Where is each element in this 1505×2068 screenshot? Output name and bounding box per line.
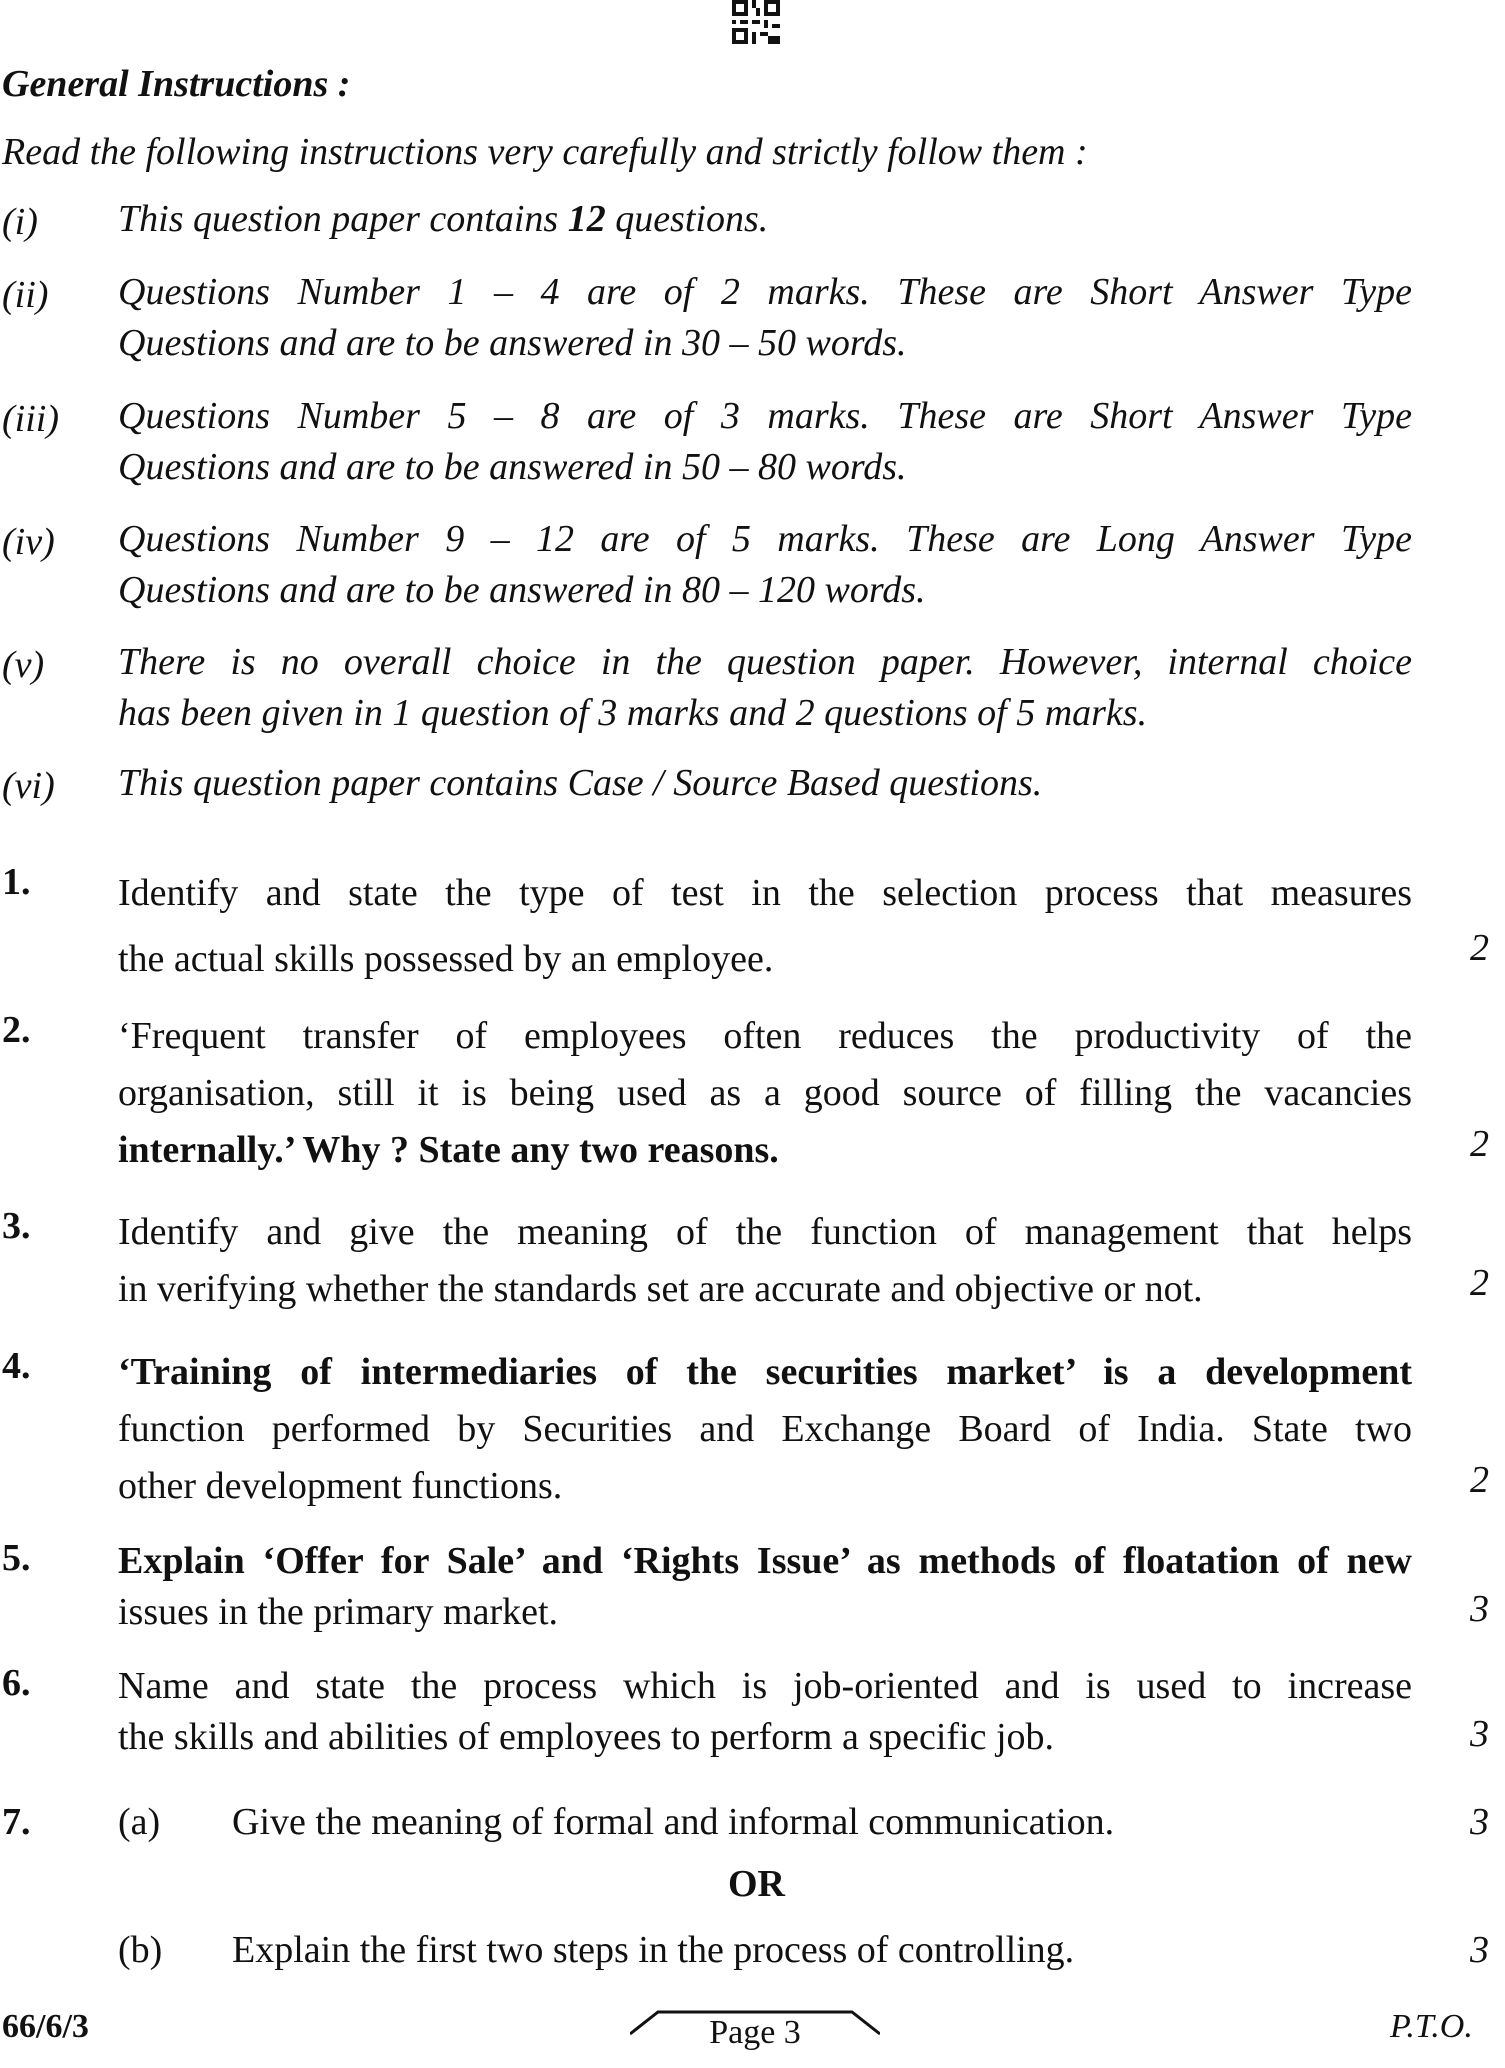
instructions-intro: Read the following instructions very carefully and strictly follow them :: [2, 131, 1088, 173]
instruction-text: Questions Number 1 – 4 are of 2 marks. These are Short Answer Type Questions and are to be answered in 30 – 50 words.: [118, 271, 1412, 364]
question-marks: 2: [1470, 1459, 1489, 1501]
question-number: 2.: [2, 1009, 31, 1051]
question-number: 4.: [2, 1345, 31, 1387]
question-text: Identify and give the meaning of the function of management that helps in verifying whether the standards set are accurate and objective or not.: [118, 1211, 1412, 1310]
instruction-number: (iv): [2, 521, 55, 563]
question-number: 1.: [2, 861, 31, 903]
instruction-number: (ii): [2, 274, 49, 316]
instruction-number: (v): [2, 644, 45, 686]
sub-question-label: (a): [118, 1801, 161, 1843]
question-marks: 2: [1470, 1262, 1489, 1304]
question-text: ‘Frequent transfer of employees often reduces the productivity of the organisation, still it is being used as a good source of filling the vacancies internally.’ Why ? State any two reasons.: [118, 1015, 1412, 1171]
or-divider: OR: [728, 1863, 785, 1905]
question-number: 5.: [2, 1537, 31, 1579]
question-number: 7.: [2, 1801, 31, 1843]
question-number: 6.: [2, 1662, 31, 1704]
instruction-number: (iii): [2, 398, 59, 440]
instruction-text: Questions Number 5 – 8 are of 3 marks. These are Short Answer Type Questions and are to be answered in 50 – 80 words.: [118, 395, 1412, 488]
instruction-text: There is no overall choice in the question paper. However, internal choice has been given in 1 question of 3 marks and 2 questions of 5 marks.: [118, 641, 1412, 734]
instruction-number: (i): [2, 201, 38, 243]
sub-question-text: Explain the first two steps in the process of controlling.: [232, 1929, 1075, 1971]
paper-code: 66/6/3: [2, 2008, 89, 2045]
question-marks: 3: [1470, 1801, 1489, 1843]
instruction-text: This question paper contains 12 questions.: [118, 198, 769, 240]
question-text: ‘Training of intermediaries of the securities market’ is a development function performed by Securities and Exchange Board of India. State two other development functions.: [118, 1351, 1412, 1507]
page-number-box: [630, 2008, 880, 2068]
sub-question-label: (b): [118, 1929, 163, 1971]
question-marks: 3: [1470, 1929, 1489, 1971]
question-text: Identify and state the type of test in the selection process that measures the actual skills possessed by an employee.: [118, 872, 1412, 980]
question-marks: 2: [1470, 927, 1489, 969]
question-marks: 3: [1470, 1713, 1489, 1755]
question-number: 3.: [2, 1205, 31, 1247]
sub-question-text: Give the meaning of formal and informal communication.: [232, 1801, 1115, 1843]
question-text: Name and state the process which is job-oriented and is used to increase the skills and abilities of employees to perform a specific job.: [118, 1665, 1412, 1758]
qr-code-icon: [732, 0, 780, 44]
instruction-text: This question paper contains Case / Source Based questions.: [118, 762, 1043, 804]
general-instructions-heading: General Instructions :: [2, 63, 351, 105]
pto-label: P.T.O.: [1390, 2008, 1473, 2045]
instruction-number: (vi): [2, 765, 55, 807]
instruction-text: Questions Number 9 – 12 are of 5 marks. These are Long Answer Type Questions and are to be answered in 80 – 120 words.: [118, 518, 1412, 611]
question-marks: 2: [1470, 1123, 1489, 1165]
question-text: Explain ‘Offer for Sale’ and ‘Rights Issue’ as methods of floatation of new issues in the primary market.: [118, 1540, 1412, 1633]
question-marks: 3: [1470, 1588, 1489, 1630]
page-number: Page 3: [709, 2014, 801, 2051]
